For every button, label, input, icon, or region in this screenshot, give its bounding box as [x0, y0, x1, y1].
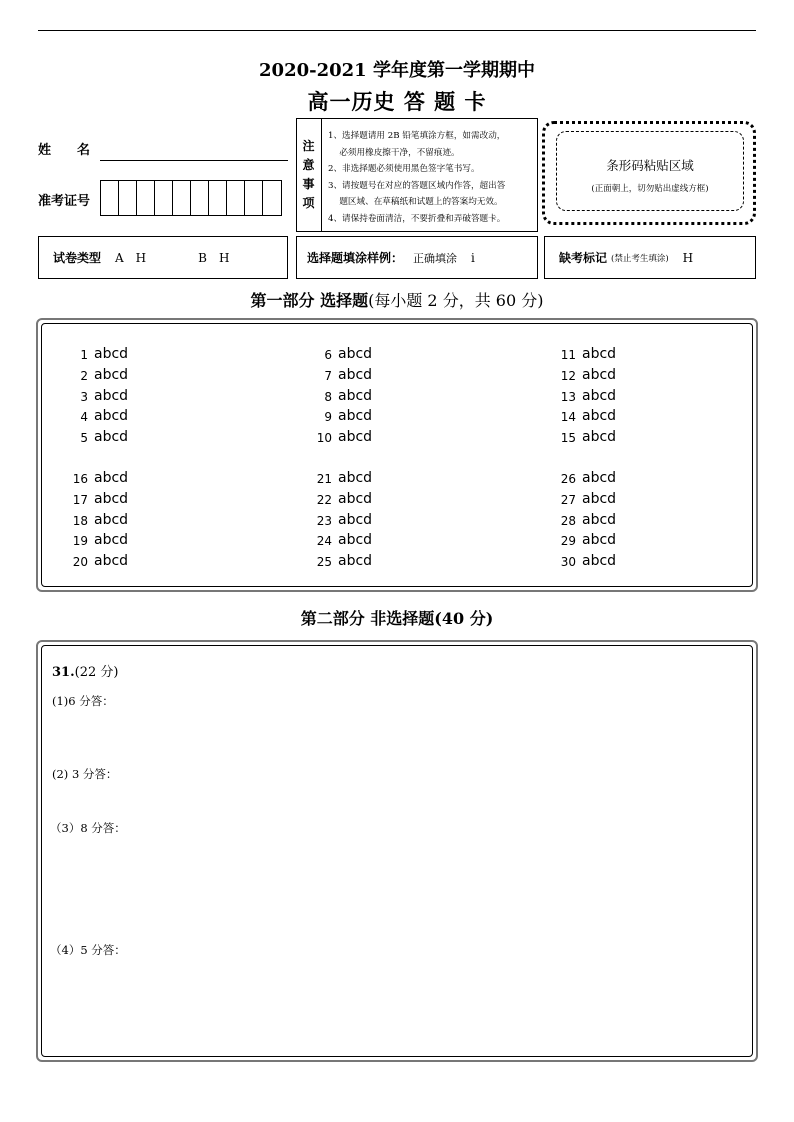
q31-sub1-label: (1)6 分答： [52, 694, 114, 708]
q31-number: 31. [52, 665, 75, 680]
answer-options[interactable]: abcd [94, 511, 129, 528]
answer-options[interactable]: abcd [582, 553, 617, 570]
answer-options[interactable]: abcd [582, 511, 617, 528]
paper-type-a[interactable]: A H [115, 251, 147, 265]
barcode-subtitle: (正面朝上，切勿贴出虚线方框) [591, 184, 709, 194]
absent-note: (禁止考生填涂) [611, 253, 669, 264]
answer-options[interactable]: abcd [94, 346, 129, 362]
question-number: 1 [80, 348, 88, 362]
question-number: 15 [560, 431, 576, 446]
answer-options[interactable]: abcd [338, 553, 373, 570]
absent-label: 缺考标记 [559, 251, 608, 265]
answer-options[interactable]: abcd [582, 366, 617, 383]
question-number: 21 [316, 472, 332, 486]
question-number: 13 [560, 389, 576, 404]
question-number: 22 [316, 492, 332, 507]
question-number: 24 [316, 534, 332, 549]
answer-options[interactable]: abcd [94, 429, 129, 446]
q31-sub4-label: （4）5 分答： [50, 943, 126, 957]
answer-options[interactable]: abcd [338, 346, 373, 362]
answer-options[interactable]: abcd [338, 511, 373, 528]
question-number: 23 [316, 513, 332, 528]
fill-example-label: 选择题填涂样例： [307, 251, 404, 265]
question-number: 12 [560, 368, 576, 383]
q31-score: (22 分) [74, 665, 119, 680]
question-number: 25 [316, 555, 332, 570]
answer-options[interactable]: abcd [338, 532, 373, 549]
exam-title: 2020-2021 学年度第一学期期中 [259, 60, 535, 81]
paper-type-label: 试卷类型 [53, 251, 102, 265]
answer-options[interactable]: abcd [338, 490, 373, 507]
answer-options[interactable]: abcd [94, 490, 129, 507]
question-number: 30 [560, 555, 576, 570]
answer-options[interactable]: abcd [94, 387, 129, 404]
notice-heading-char: 项 [302, 196, 315, 210]
notice-line: 题区域、在草稿纸和试题上的答案均无效。 [328, 197, 503, 207]
q31-sub2-label: (2) 3 分答： [52, 767, 118, 781]
answer-options[interactable]: abcd [582, 470, 617, 486]
question-number: 8 [324, 389, 332, 404]
answer-options[interactable]: abcd [338, 387, 373, 404]
fill-correct-label: 正确填涂 [413, 251, 458, 265]
paper-type-b[interactable]: B H [198, 251, 230, 265]
card-title: 高一历史 答 题 卡 [307, 89, 487, 114]
question-number: 4 [80, 410, 88, 425]
question-number: 19 [72, 534, 88, 549]
question-number: 14 [560, 410, 576, 425]
answer-options[interactable]: abcd [338, 366, 373, 383]
question-number: 2 [80, 368, 88, 383]
fill-correct-mark: i [471, 250, 475, 265]
notice-heading-char: 事 [302, 177, 315, 191]
barcode-title: 条形码粘贴区域 [606, 158, 694, 173]
question-number: 3 [80, 389, 88, 404]
question-number: 7 [324, 368, 332, 383]
question-number: 10 [316, 431, 332, 446]
notice-line: 必须用橡皮擦干净，不留痕迹。 [328, 147, 460, 158]
question-number: 5 [80, 431, 88, 446]
answer-options[interactable]: abcd [582, 387, 617, 404]
name-label: 姓 名 [38, 143, 91, 158]
absent-mark[interactable]: H [682, 250, 694, 265]
notice-line: 2、非选择题必须使用黑色签字笔书写。 [328, 164, 480, 174]
question-number: 28 [560, 513, 576, 528]
exam-id-label: 准考证号 [38, 194, 91, 209]
question-number: 11 [560, 348, 576, 362]
answer-options[interactable]: abcd [94, 366, 129, 383]
answer-options[interactable]: abcd [582, 346, 617, 362]
answer-options[interactable]: abcd [582, 408, 617, 425]
essay-answer-area[interactable] [41, 645, 753, 1057]
question-number: 16 [72, 472, 88, 486]
part2-title: 第二部分 非选择题(40 分) [300, 609, 494, 628]
answer-options[interactable]: abcd [338, 470, 373, 486]
notice-line: 1、选择题请用 2B 铅笔填涂方框，如需改动， [328, 131, 506, 141]
notice-line: 3、请按题号在对应的答题区域内作答，超出答 [328, 180, 506, 191]
answer-options[interactable]: abcd [94, 408, 129, 425]
notice-heading-char: 意 [302, 158, 315, 172]
question-number: 9 [324, 410, 332, 425]
answer-options[interactable]: abcd [338, 429, 373, 446]
answer-options[interactable]: abcd [582, 490, 617, 507]
question-number: 17 [72, 492, 88, 507]
q31-header [52, 661, 118, 680]
question-number: 18 [72, 513, 88, 528]
question-number: 29 [560, 534, 576, 549]
answer-options[interactable]: abcd [94, 532, 129, 549]
question-number: 27 [560, 492, 576, 507]
question-number: 20 [72, 555, 88, 570]
answer-options[interactable]: abcd [582, 429, 617, 446]
answer-options[interactable]: abcd [338, 408, 373, 425]
notice-line: 4、请保持卷面清洁，不要折叠和弄破答题卡。 [328, 213, 506, 224]
question-number: 26 [560, 472, 576, 486]
question-number: 6 [324, 348, 332, 362]
answer-options[interactable]: abcd [94, 553, 129, 570]
part1-title-note: (每小题 2 分，共 60 分) [368, 291, 544, 310]
notice-heading-char: 注 [302, 139, 315, 153]
part1-title-main: 第一部分 选择题 [250, 291, 369, 310]
answer-options[interactable]: abcd [94, 470, 129, 486]
answer-options[interactable]: abcd [582, 532, 617, 549]
q31-sub3-label: （3）8 分答： [50, 821, 126, 835]
